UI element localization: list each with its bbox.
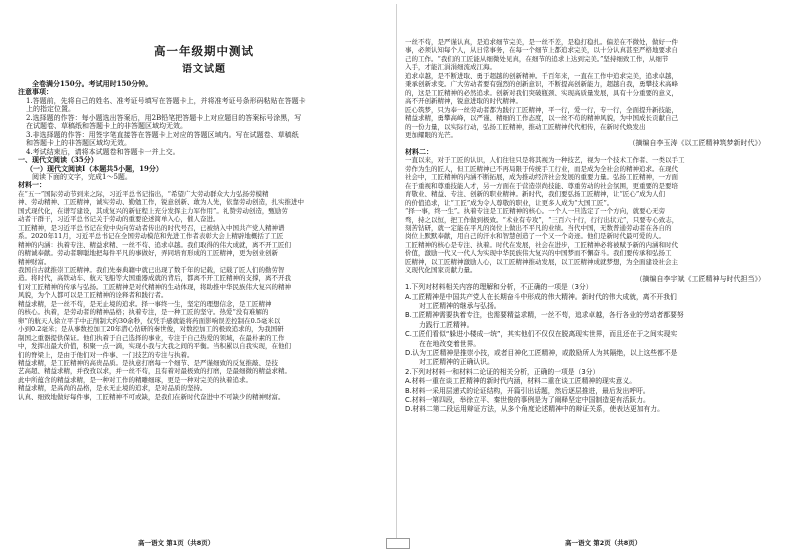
section-heading: 一、现代文阅读（35分） bbox=[18, 156, 98, 165]
text-line: D.材料二第二段运用辩证方法，从多个角度论述精神中的辩证关系，使表达更加有力。 bbox=[405, 405, 664, 414]
exam-subtitle: 语文试题 bbox=[182, 64, 226, 75]
text-line: 追求卓越，是不断进取、勇于超越的创新精神。千百年来，一直在工作中追求完美，追求卓越， bbox=[405, 71, 678, 80]
text-line: 价值，激励一代又一代人为实现中华民族伟大复兴的中国梦而不懈奋斗。我们要传承和弘扬工 bbox=[405, 249, 672, 258]
notice-title: 注意事项： bbox=[18, 88, 53, 97]
text-line: 风貌，为个人都可以是工匠精神的诠释者和践行者。 bbox=[18, 291, 168, 300]
text-line: 小到0.2毫米；是从事数控加工20年潜心钻研的秦世俊，对数控加工的极致追求的，为我国研 bbox=[18, 325, 284, 334]
text-line: 认真、细致地做好每件事，工匠精神不可或缺，是我们在新时代奋进中不可缺少的精神财富。 bbox=[18, 392, 285, 401]
text-line: 在试题卷、草稿纸和答题卡上的非答题区域均无效。 bbox=[26, 122, 187, 131]
text-line: 精益求精，是高尚的品格，是永无止境的追求，是对品质的坚持。 bbox=[18, 384, 207, 393]
right-page bbox=[397, 0, 794, 551]
text-line: 精益求精，是一丝不苟，是无止境的追求。择一事终一生，坚定的理想信念，是工匠精神 bbox=[18, 299, 272, 308]
text-line: 们对工匠精神的传承与弘扬。工匠精神是对代精神的生动体现，将助推中华民族伟大复兴的精神 bbox=[18, 282, 291, 291]
text-line: 2.选择题的作答：每小题选出答案后，用2B铅笔把答题卡上对应题目的答案标号涂黑，写 bbox=[26, 113, 302, 122]
material2-text bbox=[405, 156, 785, 274]
text-line: 入手，才能汇涓涓细流成江海。 bbox=[405, 63, 496, 72]
text-line: B.材料一采用层递式的论证结构，开篇引出话题，然后逐层推进，最后发出呼吁。 bbox=[405, 386, 650, 395]
text-line: 1.答题前，先将自己的姓名、准考证号填写在答题卡上，并将准考证号条形码粘贴在答题卡 bbox=[26, 96, 306, 105]
text-line: 1.下列对材料相关内容的理解和分析，不正确的一项是（3分） bbox=[405, 283, 593, 292]
exam-info: 全卷满分150分。考试用时150分钟。 bbox=[32, 80, 153, 88]
question-2 bbox=[405, 368, 785, 415]
article-text-continued bbox=[405, 38, 785, 139]
exam-title: 高一年级期中测试 bbox=[154, 44, 254, 58]
text-line: 骛，持之以恒，把工作做到极致。“术业有专攻”，“三百六十行，行行出状元”，只要专心致志， bbox=[405, 215, 679, 224]
source-citation: （摘编自李宇斌《工匠精神与时代担当》） bbox=[635, 274, 765, 283]
text-line: C.材料一第四段，举徐立平、秦世俊的事例是为了阐释坚定中国制造更有活跃力。 bbox=[405, 396, 650, 405]
text-line: 精益求精，勇攀高峰，以严谨、精细的工作态度，以一丝不苟的精神风貌，为中国成长贡献自己 bbox=[405, 114, 678, 123]
text-line: C.工匠们看似“躲进小楼成一统”，其实他们不仅仅在脱离现实世界，而且还在于之间实现实 bbox=[405, 330, 678, 339]
text-line: 2.下列对材料一和材料二论证的相关分析，正确的一项是（3分） bbox=[405, 367, 600, 376]
text-line: D.认为工匠精神是推崇小技，或者目神化工匠精神，或散励所人为其隔绝，以上这些都不是 bbox=[405, 348, 678, 357]
article-text bbox=[18, 190, 390, 401]
text-line: 匠心筑梦，只为奉一丝劳动者都为践行工匠精神，平一行，爱一行，专一行，全面提升新技能， bbox=[405, 105, 678, 114]
text-line: 艺高超、精益求精，并孜孜以求，并一丝不苟，且有着对最极致的打磨，是最细微的精益求精。 bbox=[18, 367, 291, 376]
text-line: 卵”的航天人徐立平手中正削制大约30余秒，仅凭手感就能将药面影响误差控制在0.5毫米以 bbox=[18, 316, 281, 325]
text-line: 制国之重器提供保证。他们执着于自己选择的事业，专注于自己热爱的领域，在最朴素的工作 bbox=[18, 333, 285, 342]
text-line: 神、劳动精神、工匠精神，诚实劳动、勤勉工作，锐意创新、敢为人先，依靠劳动创造，扎实推进中 bbox=[18, 198, 304, 207]
page-footer: 高一语文 第1页（共8页） bbox=[138, 539, 215, 547]
text-line: 精神的内涵：执着专注、精益求精、一丝不苟、追求卓越。我们取得的伟大成就，离不开工匠们 bbox=[18, 240, 291, 249]
text-line: 工匠精神的核心是专注、执着。时代在发展，社会在进步，工匠精神必将被赋予新的内涵和时代 bbox=[405, 240, 678, 249]
text-line: “择一事，终一生”。执着专注是工匠精神的核心。一个人一旦选定了一个方向，就要心无旁 bbox=[405, 207, 666, 216]
text-line: A.材料一重在谈工匠精神的新时代内涵，材料二重在谈工匠精神的现实意义。 bbox=[405, 377, 636, 386]
text-line: 事，必须认知每个人，从日常事务，在每一个细节上都追求完美，以十分认真甚至严格地要求自 bbox=[405, 46, 678, 55]
text-line: A.工匠精神是中国共产党人在长期奋斗中形成的伟大精神。新时代的伟大成就，离不开我们 bbox=[405, 292, 677, 301]
text-line: 的，这是工匠精神的必然追求。创新对我们突破瓶颈、实现高质量发展，具有十分重要的意义， bbox=[405, 88, 678, 97]
subsection-heading: （一）现代文阅读Ⅰ（本题共5小题，19分） bbox=[26, 164, 163, 173]
text-line: 义现代化国家贡献力量。 bbox=[405, 266, 477, 275]
text-line: 对工匠精神的继承与弘扬。 bbox=[419, 301, 501, 310]
text-line: 3.非选择题的作答：用签字笔直接答在答题卡上对应的答题区域内。写在试题卷、草稿纸 bbox=[26, 130, 299, 139]
text-line: 国式现代化，在谱写建设，其成复兴的新征程上充分发挥主力军作用”。礼赞劳动创造，甄励劳 bbox=[18, 206, 288, 215]
text-line: 社会中，工匠精神的内涵不断拓展，成为推动经济社会发展的重要力量。弘扬工匠精神，一方面 bbox=[405, 173, 678, 182]
text-line: 的价值追求，让“工匠”成为令人尊敬的职业，让更多人成为“大国工匠”。 bbox=[405, 198, 614, 207]
text-line: 在在地改变着世界。 bbox=[419, 339, 481, 348]
material1-label: 材料一： bbox=[18, 181, 46, 190]
text-line: 劳作为生的匠人，但工匠精神已不再局限于传统手工行业，而是成为全社会的精神追求。在现代 bbox=[405, 164, 678, 173]
text-line: 高不开创新精神，锐意进取的时代精神。 bbox=[405, 97, 522, 106]
text-line: 一直以来，对于工匠的认识，人们往往只是将其视为一种技艺，视为一个技术工作者、一类以手工 bbox=[405, 156, 685, 165]
text-line: 秉承创新求变。广大劳动者要有强烈的创新意识，不断提高创新能力，超越自我，勇攀技术高峰 bbox=[405, 80, 678, 89]
left-column bbox=[18, 38, 390, 401]
text-line: 一丝不苟，是严谨认真，是追求细节完美，是一丝不差，是稳打稳扎。偏差在不微处，做好一件 bbox=[405, 38, 678, 46]
text-line: 上的指定位置。 bbox=[26, 105, 75, 114]
text-line: 工匠精神，是习近平总书记在党中央向劳动者传出的时代号召，已被纳入中国共产党人精神谱 bbox=[18, 223, 285, 232]
text-line: B.工匠精神需要执着专注，也需要精益求精，一丝不苟，追求卓越，各行各业的劳动者都要努 bbox=[405, 311, 684, 320]
text-line: 4.考试结束后，请将本试题卷和答题卡一并上交。 bbox=[26, 147, 180, 156]
text-line: 此中所蕴含的精益求精，是一种对工作的精雕细琢，更是一种对完美的执着追求。 bbox=[18, 375, 252, 384]
text-line: 己的工作。“我们的工匠能从细微处见真，在细节的追求上达到完美。”坚持细致工作，从细节 bbox=[405, 54, 669, 63]
text-line: 的精诚奉献。劳动者聊聪地把每件平凡的事做好，弄同培育形成的工匠精神，更为创业创新 bbox=[18, 249, 278, 258]
text-line: 系。2020年11月，习近平总书记在全国劳动模范和先进工作者表彰大会上精辟地概括了工匠 bbox=[18, 232, 284, 241]
text-line: 在“五一”国际劳动节到来之际，习近平总书记指出，“希望广大劳动群众大力弘扬劳模精 bbox=[18, 189, 269, 198]
text-line: 的核心。执着，是劳动者的精神品格；执着专注，是一种工匠的坚守。热爱“没有难解的 bbox=[18, 308, 269, 317]
text-line: 刻苦钻研，就一定能在平凡的岗位上做出不平凡的业绩。当代中国，无数普通劳动者在各自的 bbox=[405, 223, 672, 232]
text-line: 精神财富。 bbox=[18, 257, 51, 266]
text-line: 造。将时代，高铁动车、航天飞船等大国重器成就的背后，都离不开工匠精神的支撑，离不开我 bbox=[18, 274, 291, 283]
text-line: 匠精神，以工匠精神激励人心，以工匠精神推动发展，以工匠精神成就梦想，为全面建设社会主 bbox=[405, 257, 678, 266]
page-footer: 高一语文 第2页（共8页） bbox=[565, 539, 642, 547]
question-1 bbox=[405, 283, 785, 368]
right-column bbox=[405, 38, 785, 415]
text-line: 我国自古就推崇工匠精神。我们先秦典籍中就已出现了数千年的记载，记载了匠人们的勤劳智 bbox=[18, 265, 285, 274]
text-line: 中，发挥出最大价值，积聚一点一滴，实现小我与大我之间的平衡。当积累以自我实现，在他们 bbox=[18, 342, 291, 351]
source-citation: （摘编自李玉涛《以工匠精神筑梦新时代》） bbox=[628, 139, 765, 148]
text-line: 的一份力量，以实际行动，弘扬工匠精神，推动工匠精神代代相传，在新时代焕发出 bbox=[405, 122, 646, 131]
material2-label: 材料二： bbox=[405, 147, 433, 156]
text-line: 们的脊梁上，是由于他们对一件事、一门技艺的专注与执着。 bbox=[18, 350, 194, 359]
text-line: 在于重视和尊重技能人才，另一方面在于营造崇尚技能、尊重劳动的社会氛围，更重要的是要培 bbox=[405, 181, 678, 190]
text-line: 更加耀眼的光芒。 bbox=[405, 130, 457, 139]
text-line: 对工匠精神的正确认识。 bbox=[419, 358, 494, 367]
text-line: 育敬业、精益、专注、创新的职业精神。新时代，我们要弘扬工匠精神，让“匠心”成为人们 bbox=[405, 190, 666, 199]
text-line: 岗位上默默奉献，用自己的汗水和智慧创造了一个又一个奇迹。他们是新时代最可爱的人。 bbox=[405, 232, 665, 241]
text-line: 力践行工匠精神。 bbox=[419, 320, 474, 329]
text-line: 和答题卡上的非答题区域均无效。 bbox=[26, 139, 131, 148]
text-line: 动者干群干，习近平总书记关于劳动的重要论述简单入心，催人奋进。 bbox=[18, 215, 220, 224]
reading-instruction: 阅读下面的文字，完成1～5题。 bbox=[32, 172, 132, 181]
text-line: 精益求精，是工匠精神的高贵品质。是执意打磨每一个细节、是严谨细致的反复推敲、是技 bbox=[18, 358, 278, 367]
notice-list bbox=[18, 97, 390, 156]
